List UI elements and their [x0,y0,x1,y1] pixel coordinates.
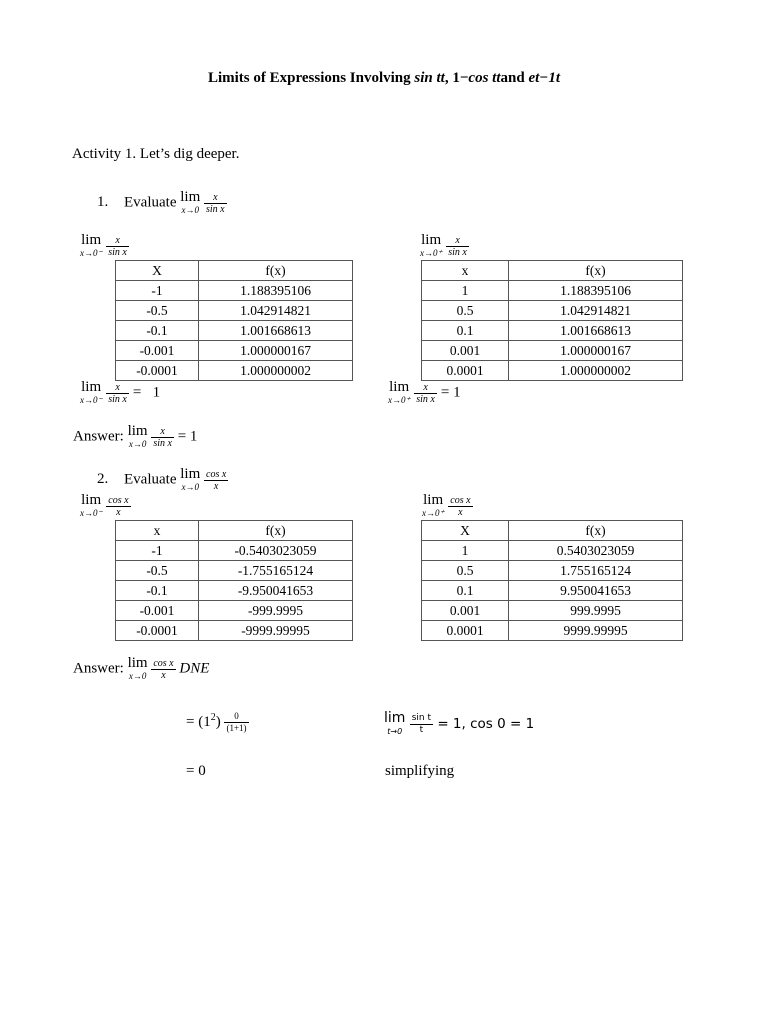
step-2-justification: simplifying [385,763,455,779]
q1-left-limit: lim x→0⁻ $\frac{x}{\text{sin x}}$ [80,232,127,258]
table-row: 0.1 9.950041653 [422,581,683,601]
table-row: -0.0001 -9999.99995 [116,621,353,641]
table-row: -0.001 1.000000167 [116,341,353,361]
table-row: x f(x) [422,261,683,281]
q1-right-result: lim x→0⁺ $\frac{x}{\text{sin x}}$ = 1 [388,379,461,405]
q2-right-table [421,520,683,641]
table-row: -0.001 -999.9995 [116,601,353,621]
step-1-expression: = $(1^2)$ $\frac{0}{(1+1)}$ [186,711,247,733]
table-row: 1 1.188395106 [422,281,683,301]
q1-answer: Answer: lim x→0 $\frac{x}{\text{sin x}}$ = 1 [73,423,198,449]
table-row: 0.001 1.000000167 [422,341,683,361]
table-row: X f(x) [116,261,353,281]
table-row: -0.5 1.042914821 [116,301,353,321]
table-row: 0.0001 1.000000002 [422,361,683,381]
table-row: X f(x) [422,521,683,541]
table-row: -0.5 -1.755165124 [116,561,353,581]
q1-left-result: lim x→0⁻ $\frac{x}{\text{sin x}}$ = 1 [80,379,161,405]
table-row: -1 -0.5403023059 [116,541,353,561]
table-row: -0.0001 1.000000002 [116,361,353,381]
table-row: 0.5 1.755165124 [422,561,683,581]
q2-answer: Answer: lim x→0 $\frac{\text{cos x}}{x}$ DNE [73,655,210,681]
q1-left-table [115,260,353,381]
table-row: -1 1.188395106 [116,281,353,301]
step-1-justification: lim t→0 $\frac{\text{sin t}}{t}$ = 1, cos 0 = 1 [384,710,535,736]
activity-heading: Activity 1. Let’s dig deeper. [72,146,240,162]
table-row: x f(x) [116,521,353,541]
step-2-expression: = 0 [186,763,206,779]
q2-left-table [115,520,353,641]
question-1: 1. Evaluate lim x→0 $\frac{x}{\text{sin x}}$ [97,189,225,215]
q2-left-limit: lim x→0⁻ $\frac{\text{cos x}}{x}$ [80,492,129,518]
q1-right-limit: lim x→0⁺ $\frac{x}{\text{sin x}}$ [420,232,467,258]
table-row: -0.1 1.001668613 [116,321,353,341]
question-2: 2. Evaluate lim x→0 $\frac{\text{cos x}}{x}$ [97,466,227,492]
table-row: -0.1 -9.950041653 [116,581,353,601]
table-row: 0.1 1.001668613 [422,321,683,341]
table-row: 0.001 999.9995 [422,601,683,621]
q2-right-limit: lim x→0⁺ $\frac{\text{cos x}}{x}$ [422,492,471,518]
table-row: 0.0001 9999.99995 [422,621,683,641]
page-title: Limits of Expressions Involving sin tt, 1−cos ttand et−1t [207,70,561,86]
q1-right-table [421,260,683,381]
table-row: 0.5 1.042914821 [422,301,683,321]
table-row: 1 0.5403023059 [422,541,683,561]
